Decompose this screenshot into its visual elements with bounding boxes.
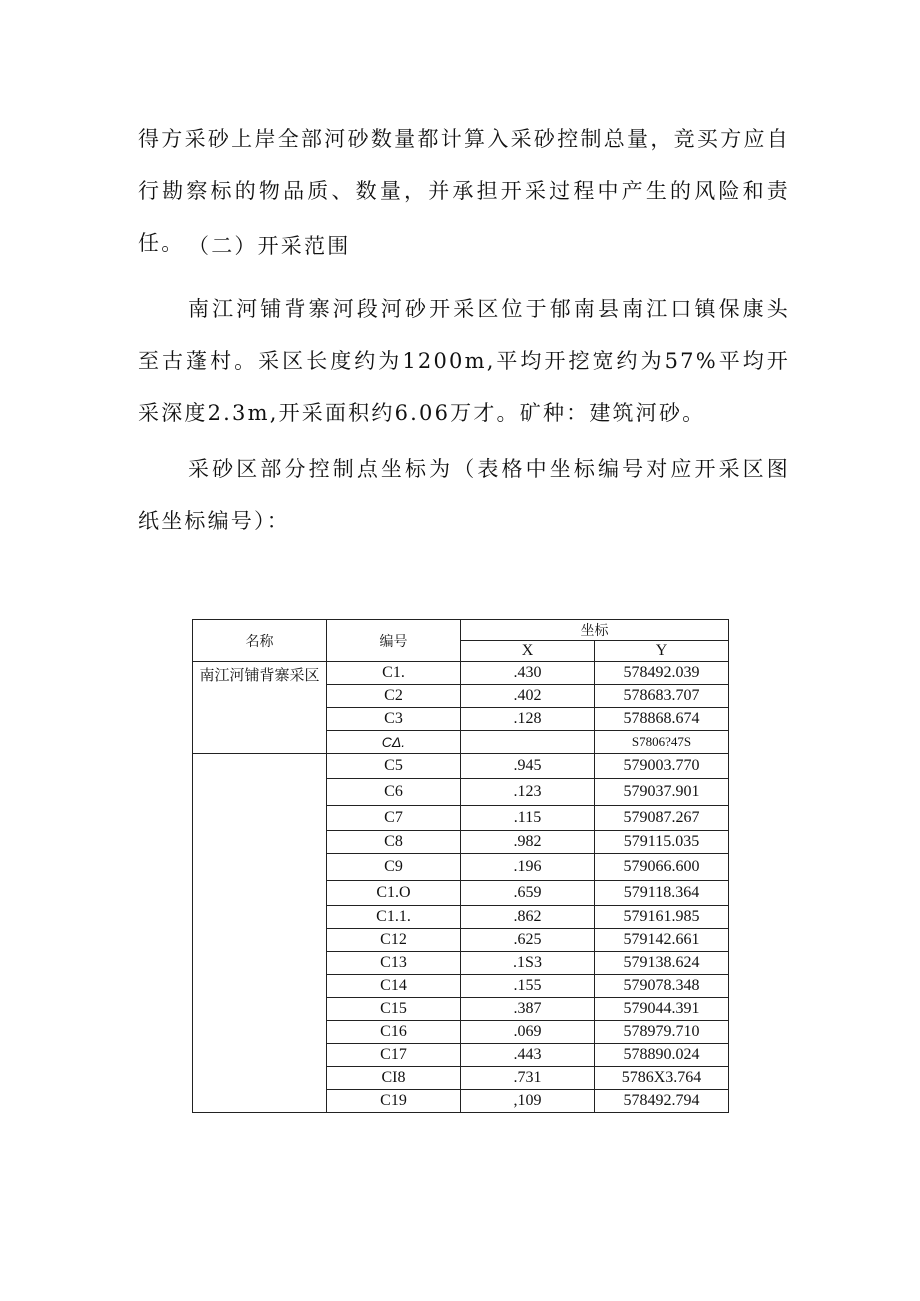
point-id: C8 — [327, 831, 461, 854]
y-value: 578868.674 — [595, 708, 729, 731]
y-value: 578979.710 — [595, 1021, 729, 1044]
y-value: 5786X3.764 — [595, 1067, 729, 1090]
paragraph-control-points-intro: 采砂区部分控制点坐标为（表格中坐标编号对应开采区图纸坐标编号）： — [138, 457, 790, 533]
point-id: C7 — [327, 806, 461, 831]
x-value: .128 — [461, 708, 595, 731]
x-value: .1S3 — [461, 952, 595, 975]
y-value: 579138.624 — [595, 952, 729, 975]
point-id: C1.O — [327, 881, 461, 906]
x-value: .430 — [461, 662, 595, 685]
paragraph-sand-quantity: 得方采砂上岸全部河砂数量都计算入采砂控制总量，竞买方应自行勘察标的物品质、数量，并承担开采过程中产生的风险和责任。 — [138, 127, 790, 255]
y-value: 578890.024 — [595, 1044, 729, 1067]
x-value: .659 — [461, 881, 595, 906]
control-point-coordinates-table — [192, 619, 729, 1113]
table-row — [193, 662, 729, 685]
x-value: .155 — [461, 975, 595, 998]
y-value: S7806?47S — [595, 731, 729, 754]
y-value: 578492.794 — [595, 1090, 729, 1113]
point-id: C15 — [327, 998, 461, 1021]
point-id: C19 — [327, 1090, 461, 1113]
y-value: 579078.348 — [595, 975, 729, 998]
point-id: C6 — [327, 779, 461, 806]
point-id: C9 — [327, 854, 461, 881]
x-value: ,109 — [461, 1090, 595, 1113]
section-heading-mining-scope: （二）开采范围 — [188, 234, 351, 258]
point-id: C3 — [327, 708, 461, 731]
x-value: .731 — [461, 1067, 595, 1090]
y-value: 579161.985 — [595, 906, 729, 929]
x-value: .945 — [461, 754, 595, 779]
point-id: C1.1. — [327, 906, 461, 929]
y-value: 579003.770 — [595, 754, 729, 779]
point-id: C16 — [327, 1021, 461, 1044]
y-value: 578683.707 — [595, 685, 729, 708]
header-name: 名称 — [193, 620, 327, 662]
y-value: 579115.035 — [595, 831, 729, 854]
header-x: X — [461, 641, 595, 662]
y-value: 579142.661 — [595, 929, 729, 952]
x-value: .123 — [461, 779, 595, 806]
y-value: 579087.267 — [595, 806, 729, 831]
group-name-cell-empty — [193, 754, 327, 1113]
paragraph-mining-area: 南江河铺背寨河段河砂开采区位于郁南县南江口镇保康头至古蓬村。采区长度约为1200m,平均开挖宽约为57%平均开采深度2.3m,开采面积约6.06万才。矿种：建筑河砂。 — [138, 297, 790, 425]
table-row — [193, 754, 729, 779]
header-y: Y — [595, 641, 729, 662]
y-value: 579118.364 — [595, 881, 729, 906]
x-value — [461, 731, 595, 754]
x-value: .443 — [461, 1044, 595, 1067]
x-value: .625 — [461, 929, 595, 952]
x-value: .402 — [461, 685, 595, 708]
x-value: .196 — [461, 854, 595, 881]
point-id: C2 — [327, 685, 461, 708]
group-name-cell: 南江河铺背寨采区 — [193, 662, 327, 754]
y-value: 578492.039 — [595, 662, 729, 685]
header-coordinates: 坐标 — [461, 620, 729, 641]
y-value: 579044.391 — [595, 998, 729, 1021]
x-value: .862 — [461, 906, 595, 929]
point-id: C12 — [327, 929, 461, 952]
x-value: .069 — [461, 1021, 595, 1044]
x-value: .115 — [461, 806, 595, 831]
point-id: C13 — [327, 952, 461, 975]
point-id: C17 — [327, 1044, 461, 1067]
header-number: 编号 — [327, 620, 461, 662]
x-value: .982 — [461, 831, 595, 854]
point-id: CI8 — [327, 1067, 461, 1090]
y-value: 579066.600 — [595, 854, 729, 881]
y-value: 579037.901 — [595, 779, 729, 806]
point-id: C5 — [327, 754, 461, 779]
x-value: .387 — [461, 998, 595, 1021]
point-id: C1. — [327, 662, 461, 685]
point-id: C14 — [327, 975, 461, 998]
point-id: CΔ. — [327, 731, 461, 754]
